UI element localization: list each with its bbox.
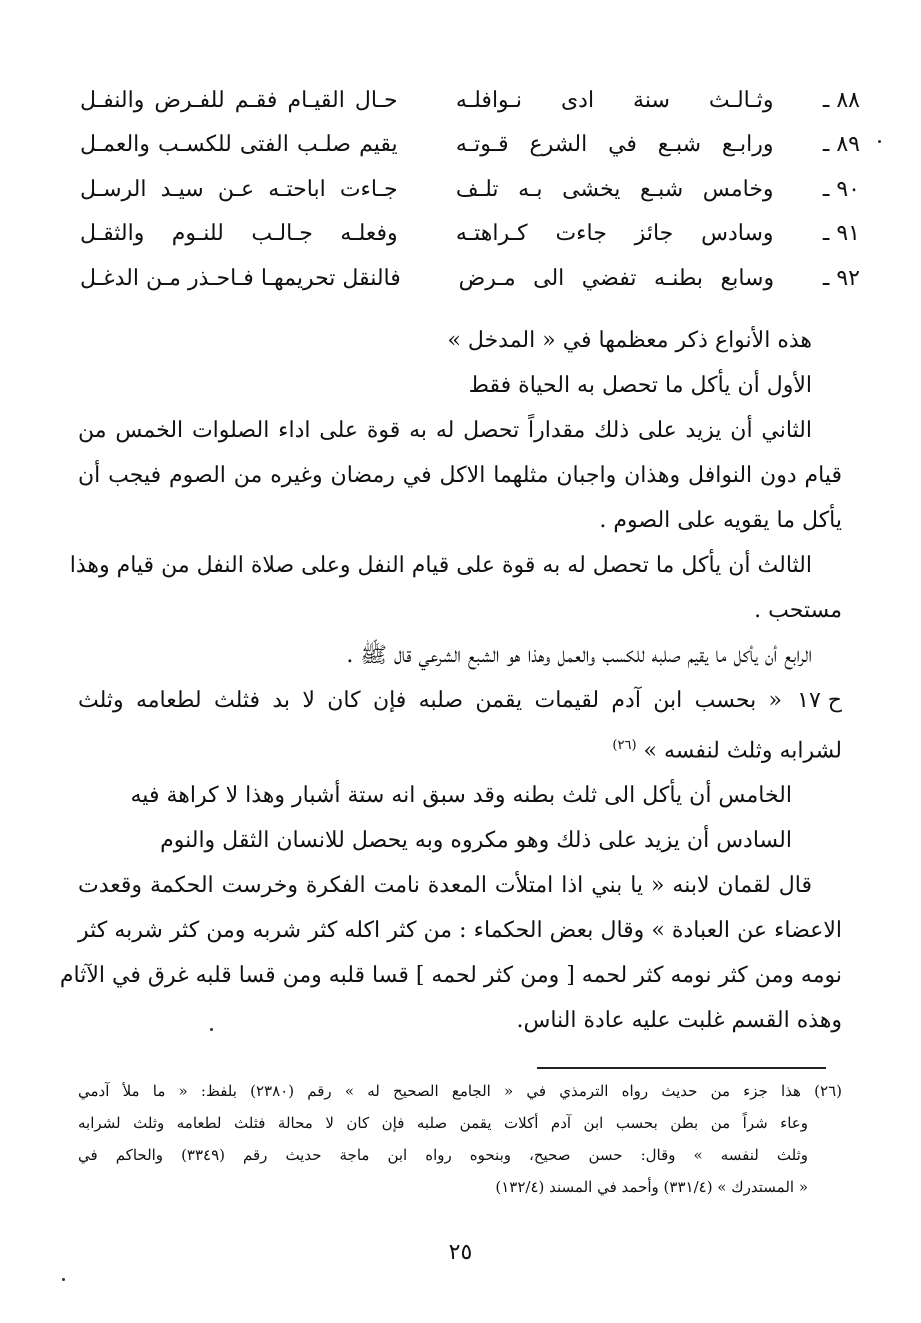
- poem-verse: [80, 123, 860, 168]
- scan-speck: [62, 1278, 65, 1281]
- poem-block: [80, 78, 860, 301]
- footnote-separator: [537, 1067, 826, 1069]
- paragraph-first: الأول أن يأكل ما تحصل به الحياة فقط: [468, 373, 812, 398]
- hadith-text-line: [78, 723, 842, 773]
- verse-number: ٩٢ ـ: [822, 265, 860, 291]
- verse-first-hemistich: وسادس جائز جاءت كـراهتـه: [455, 221, 774, 247]
- footnote-line: وثلث لنفسه » وقال: حسن صحيح، وبنحوه رواه ابن ماجة حديث رقم (٣٣٤٩) والحاكم في: [78, 1146, 808, 1164]
- footnote-marker: (٢٦): [612, 738, 637, 753]
- paragraph-third-line: الثالث أن يأكل ما تحصل له به قوة على قيام النفل وعلى صلاة النفل من قيام وهذا: [69, 553, 812, 578]
- verse-number: ٨٨ ـ: [822, 87, 860, 113]
- hadith-text-end: لشرابه وثلث لنفسه »: [643, 738, 842, 764]
- scan-speck: [210, 1028, 213, 1031]
- verse-first-hemistich: ورابـع شبـع في الشرع قـوتـه: [455, 132, 774, 158]
- poem-verse: [80, 256, 860, 301]
- verse-first-hemistich: وسابع بطنـه تفضي الى مـرض: [458, 265, 775, 291]
- footnote-line: (٢٦) هذا جزء من حديث رواه الترمذي في « الجامع الصحيح له » رقم (٢٣٨٠) بلفظ: « ما ملأ آدمي: [78, 1082, 842, 1100]
- paragraph-sixth: السادس أن يزيد على ذلك وهو مكروه وبه يحصل للانسان الثقل والنوم: [160, 828, 792, 854]
- paragraph-second-line: قيام دون النوافل وهذان واجبان مثلهما الاكل في رمضان وغيره من الصوم فيجب أن: [78, 463, 842, 488]
- footnote-block: [78, 1075, 842, 1203]
- hadith-reference: ح ١٧: [797, 688, 842, 713]
- verse-number: ٩٠ ـ: [822, 176, 860, 202]
- verse-second-hemistich: يقيم صلـب الفتى للكسـب والعمـل: [80, 132, 398, 158]
- paragraph-second-line: يأكل ما يقويه على الصوم .: [599, 508, 842, 533]
- verse-second-hemistich: جـاءت اباحتـه عـن سيـد الرسـل: [80, 176, 398, 202]
- prose-block: [59, 318, 842, 1043]
- paragraph-fifth: الخامس أن يأكل الى ثلث بطنه وقد سبق انه ستة أشبار وهذا لا كراهة فيه: [130, 783, 792, 809]
- poem-verse: [80, 167, 860, 212]
- paragraph-fourth: الرابع أن يأكل ما يقيم صلبه للكسب والعمل وهذا هو الشبع الشرعي قال ﷺ .: [346, 643, 812, 668]
- verse-second-hemistich: حـال القيـام فقـم للفـرض والنفـل: [80, 87, 398, 113]
- poem-verse: [80, 78, 860, 123]
- paragraph-luqman-line: قال لقمان لابنه « يا بني اذا امتلأت المعدة نامت الفكرة وخرست الحكمة وقعدت: [78, 873, 812, 899]
- footnote-line: « المستدرك » (٣٣١/٤) وأحمد في المسند (١٣٢/٤): [495, 1178, 808, 1196]
- verse-first-hemistich: وثـالـث سنة ادى نـوافلـه: [455, 87, 774, 113]
- page-number: ٢٥: [448, 1240, 473, 1265]
- hadith-text-line: « بحسب ابن آدم لقيمات يقمن صلبه فإن كان لا بد فثلث لطعامه وثلث: [78, 688, 782, 713]
- verse-second-hemistich: فالنقل تحريمهـا فـاحـذر مـن الدغـل: [80, 265, 401, 291]
- paragraph-luqman-line: الاعضاء عن العبادة » وقال بعض الحكماء : من كثر اكله كثر شربه ومن كثر شربه كثر: [78, 918, 842, 944]
- verse-first-hemistich: وخامس شبـع يخشى بـه تلـف: [455, 176, 774, 202]
- paragraph-luqman-line: وهذه القسم غلبت عليه عادة الناس.: [516, 1008, 842, 1034]
- poem-verse: [80, 212, 860, 257]
- verse-number: ٨٩ ـ: [822, 132, 860, 158]
- paragraph-luqman-line: نومه ومن كثر نومه كثر لحمه [ ومن كثر لحمه ] قسا قلبه ومن قسا قلبه غرق في الآثام: [59, 963, 842, 989]
- paragraph-intro: هذه الأنواع ذكر معظمها في « المدخل »: [447, 328, 812, 353]
- hadith-block: [78, 678, 842, 723]
- verse-second-hemistich: وفعلـه جـالـب للنـوم والثقـل: [80, 221, 398, 247]
- paragraph-third-line: مستحب .: [754, 598, 842, 623]
- verse-number: ٩١ ـ: [822, 221, 860, 247]
- footnote-line: وعاء شراً من بطن بحسب ابن آدم أكلات يقمن صلبه فإن كان لا محالة فثلث لطعامه وثلث لشرابه: [78, 1114, 808, 1132]
- scan-speck: [878, 140, 881, 143]
- paragraph-second-line: الثاني أن يزيد على ذلك مقداراً تحصل له به قوة على اداء الصلوات الخمس من: [78, 418, 812, 443]
